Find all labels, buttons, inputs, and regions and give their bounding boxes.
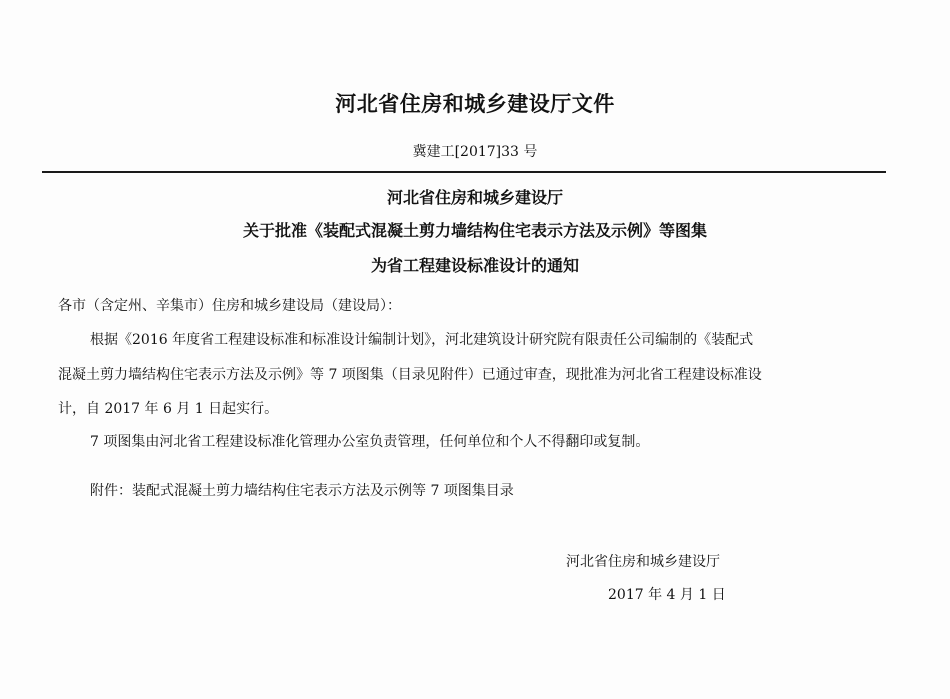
signature-date: 2017 年 4 月 1 日	[608, 587, 726, 603]
addressee: 各市（含定州、辛集市）住房和城乡建设局（建设局）：	[58, 298, 401, 314]
document-number: 冀建工[2017]33 号	[412, 144, 538, 160]
document-header-title: 河北省住房和城乡建设厅文件	[335, 91, 615, 116]
paragraph-1-line-2: 混凝土剪力墙结构住宅表示方法及示例》等 7 项图集（目录见附件）已通过审查，现批准为河北省工程建设标准设	[58, 367, 762, 383]
paragraph-1-line-1: 根据《2016 年度省工程建设标准和标准设计编制计划》，河北建筑设计研究院有限责任公司编制的《装配式	[90, 332, 754, 348]
header-divider	[42, 171, 886, 173]
paragraph-1-line-3: 计，自 2017 年 6 月 1 日起实行。	[58, 401, 279, 417]
paragraph-2: 7 项图集由河北省工程建设标准化管理办公室负责管理，任何单位和个人不得翻印或复制。	[90, 434, 650, 450]
signature-organization: 河北省住房和城乡建设厅	[566, 554, 720, 570]
notice-title-line-3: 为省工程建设标准设计的通知	[370, 256, 579, 275]
notice-title-line-1: 河北省住房和城乡建设厅	[386, 188, 563, 207]
attachment-line: 附件：装配式混凝土剪力墙结构住宅表示方法及示例等 7 项图集目录	[90, 483, 514, 499]
notice-title-line-2: 关于批准《装配式混凝土剪力墙结构住宅表示方法及示例》等图集	[242, 221, 707, 240]
